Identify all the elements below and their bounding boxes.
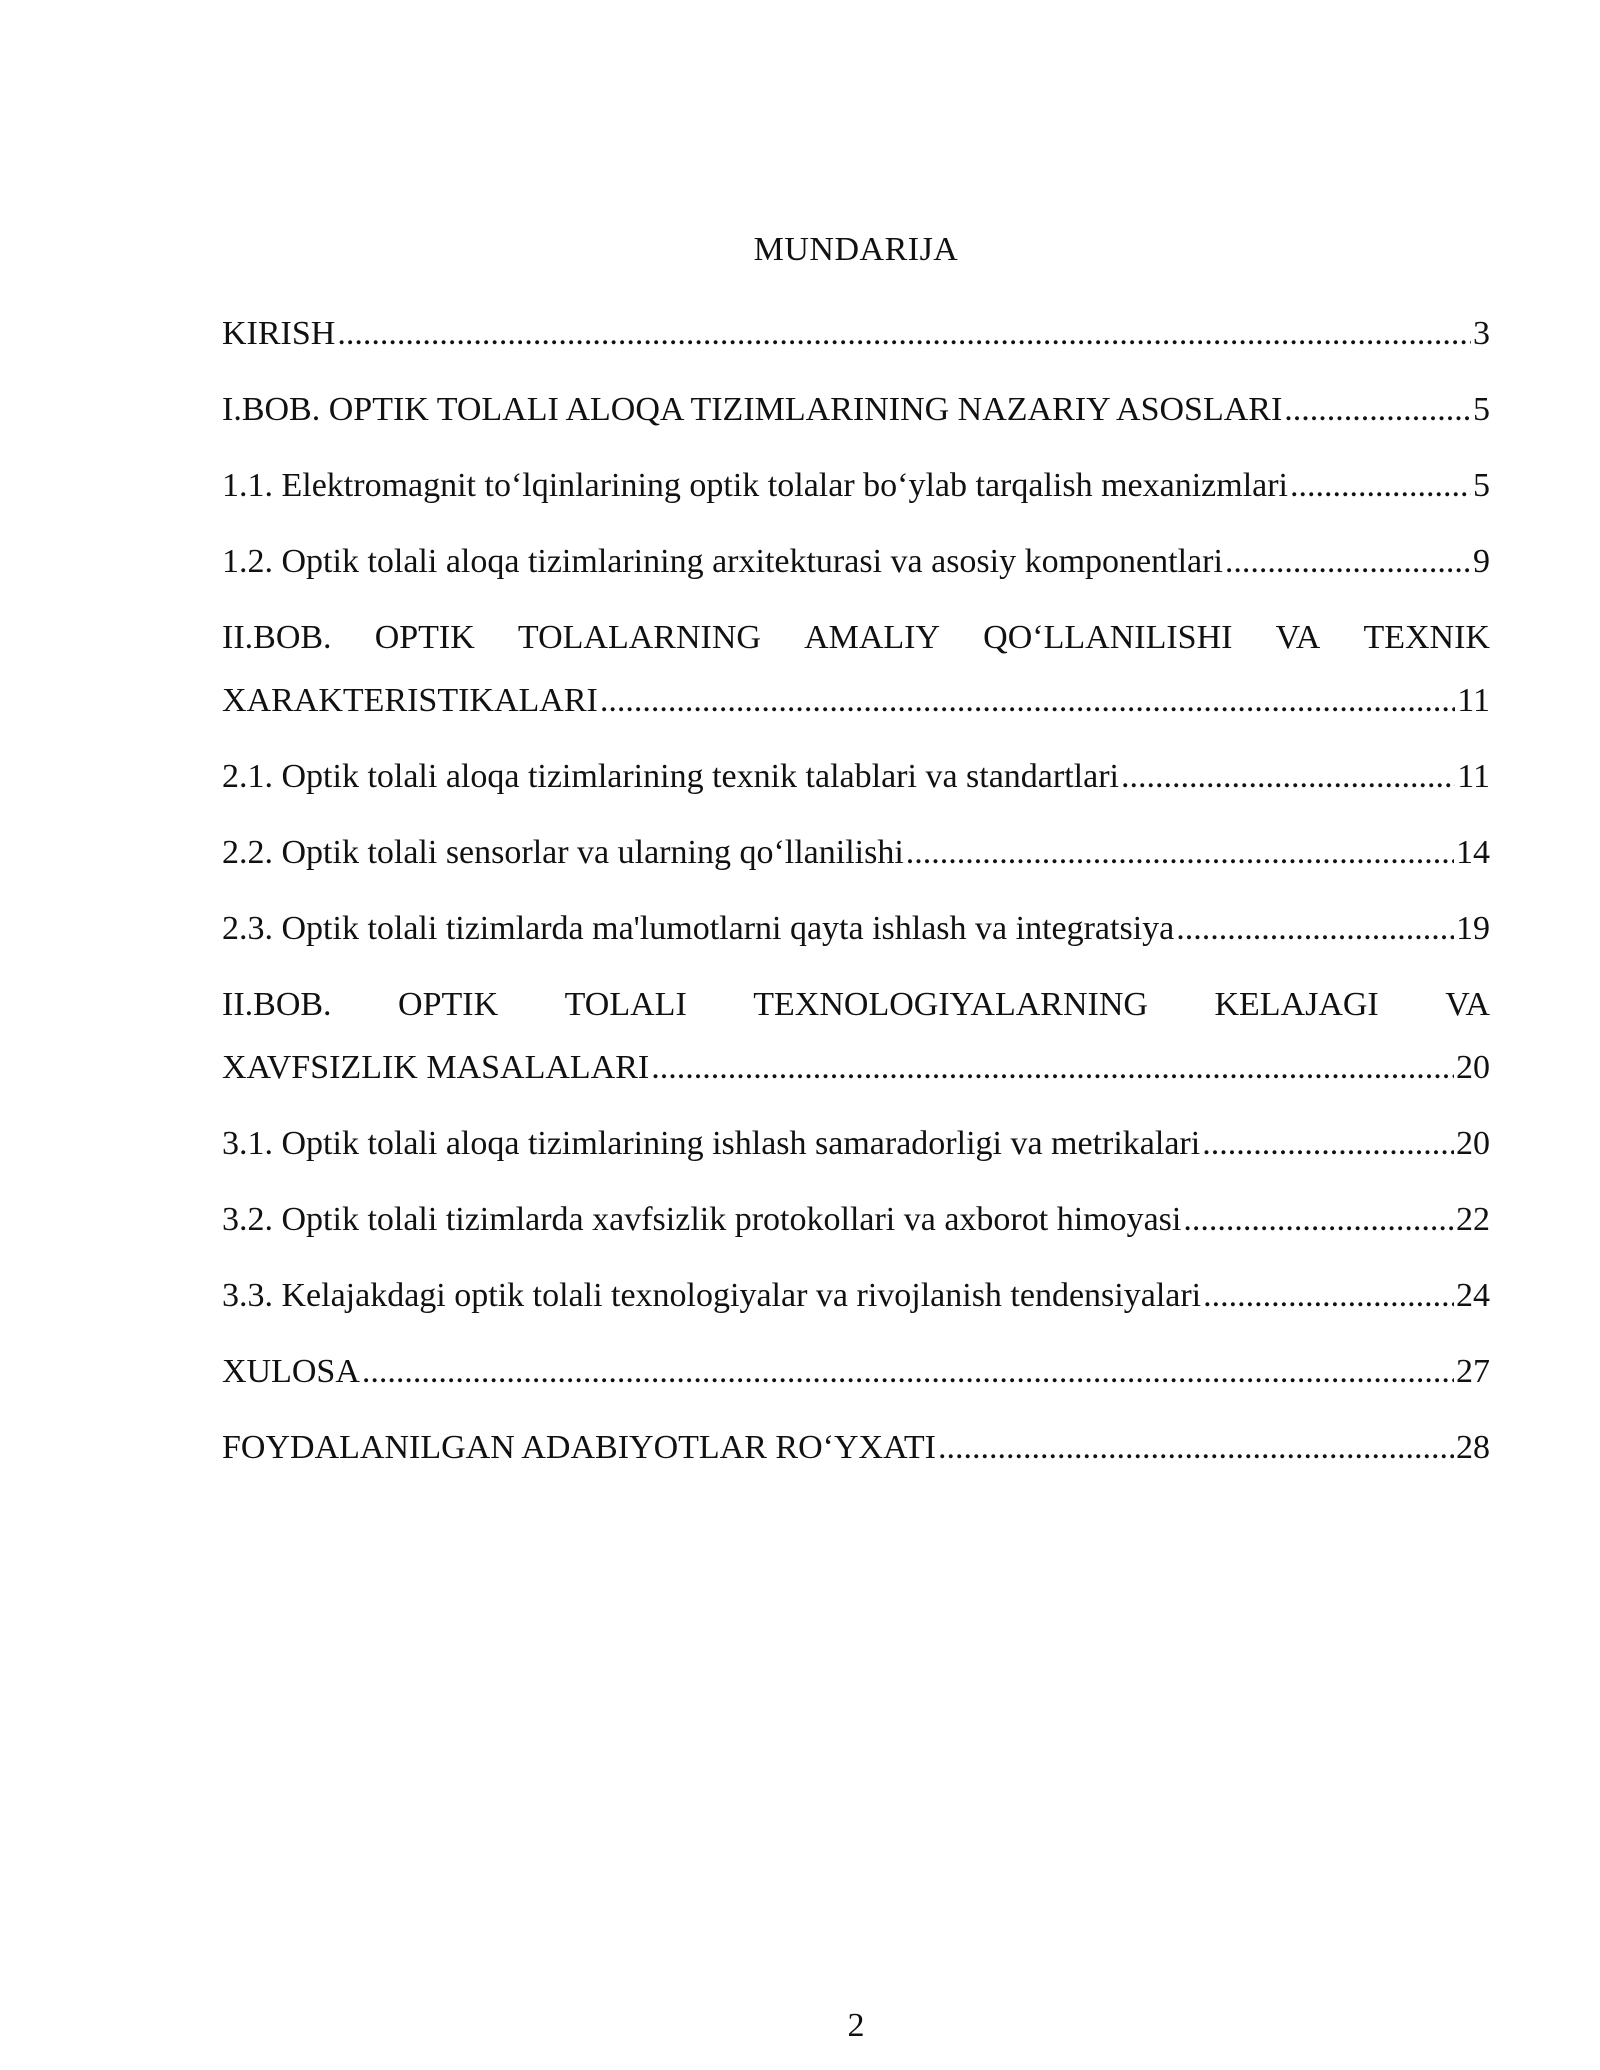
toc-entry-text: I.BOB. OPTIK TOLALI ALOQA TIZIMLARINING NAZARIY ASOSLARI [222,391,1283,428]
toc-entry-text: 2.2. Optik tolali sensorlar va ularning qo‘llanilishi [222,834,904,871]
toc-entry-text: XULOSA [222,1353,360,1390]
toc-entry-text: 2.1. Optik tolali aloqa tizimlarining texnik talablari va standartlari [222,758,1119,795]
heading-word: VA [1445,986,1490,1023]
toc-entry-text: 3.2. Optik tolali tizimlarda xavfsizlik protokollari va axborot himoyasi [222,1201,1182,1238]
page-number-footer: 2 [847,2007,865,2044]
toc-entry-text: 3.3. Kelajakdagi optik tolali texnologiyalar va rivojlanish tendensiyalari [222,1277,1202,1314]
toc-entry-section-2-3[interactable] [222,907,1490,951]
toc-entry-xulosa[interactable] [222,1350,1490,1394]
toc-page-number: 11 [1457,758,1490,795]
toc-entry-section-3-2[interactable] [222,1198,1490,1242]
dot-leader [1121,755,1455,799]
toc-entry-section-2-2[interactable] [222,831,1490,875]
dot-leader [1202,1122,1454,1166]
toc-entry-text: 2.3. Optik tolali tizimlarda ma'lumotlarni qayta ishlash va integratsiya [222,910,1175,947]
dot-leader [1203,1274,1454,1318]
dot-leader [1225,540,1471,584]
heading-word: KELAJAGI [1214,986,1379,1023]
toc-page-number: 27 [1456,1353,1490,1390]
toc-page-number: 5 [1473,467,1490,504]
toc-page-number: 5 [1473,391,1490,428]
heading-word: TEXNIK [1363,619,1490,656]
dot-leader [337,312,1471,356]
dot-leader [362,1350,1454,1394]
toc-entry-section-1-2[interactable] [222,540,1490,584]
toc-entry-chapter-2[interactable] [222,616,1490,723]
toc-entry-text: XAVFSIZLIK MASALALARI [222,1049,650,1086]
toc-entry-text: XARAKTERISTIKALARI [222,682,598,719]
toc-entry-section-2-1[interactable] [222,755,1490,799]
dot-leader [1183,1198,1454,1242]
toc-entry-text: 3.1. Optik tolali aloqa tizimlarining ishlash samaradorligi va metrikalari [222,1125,1201,1162]
toc-entry-section-3-1[interactable] [222,1122,1490,1166]
toc-entry-chapter-3[interactable] [222,983,1490,1090]
toc-page-number: 3 [1473,315,1490,352]
toc-entry-text: 1.1. Elektromagnit to‘lqinlarining optik tolalar bo‘ylab tarqalish mexanizmlari [222,467,1289,504]
dot-leader [1290,464,1471,508]
dot-leader [651,1046,1454,1090]
toc-entry-chapter-1[interactable] [222,388,1490,432]
toc-page-number: 24 [1456,1277,1490,1314]
dot-leader [938,1426,1454,1470]
toc-page-number: 19 [1456,910,1490,947]
toc-page-number: 22 [1456,1201,1490,1238]
heading-word: TOLALI [564,986,687,1023]
heading-word: VA [1275,619,1321,656]
toc-page-number: 11 [1457,682,1490,719]
toc-entry-section-3-3[interactable] [222,1274,1490,1318]
toc-entry-heading-line [222,616,1490,660]
toc-page-number: 14 [1456,834,1490,871]
dot-leader [1176,907,1454,951]
toc-page-number: 20 [1456,1049,1490,1086]
heading-word: TOLALARNING [517,619,761,656]
heading-word: QO‘LLANILISHI [983,619,1233,656]
heading-word: OPTIK [398,986,499,1023]
page-title: MUNDARIJA [753,231,959,268]
toc-entry-references[interactable] [222,1426,1490,1470]
heading-word: AMALIY [804,619,941,656]
toc-entry-text: 1.2. Optik tolali aloqa tizimlarining arxitekturasi va asosiy komponentlari [222,543,1223,580]
heading-word: OPTIK [374,619,475,656]
toc-entry-section-1-1[interactable] [222,464,1490,508]
toc-page-number: 9 [1473,543,1490,580]
toc-page-number: 20 [1456,1125,1490,1162]
dot-leader [906,831,1454,875]
heading-word: II.BOB. [222,619,332,656]
dot-leader [600,679,1455,723]
heading-word: II.BOB. [222,986,332,1023]
toc-page-number: 28 [1456,1429,1490,1466]
toc-entry-kirish[interactable] [222,312,1490,356]
dot-leader [1284,388,1471,432]
toc-entry-heading-line [222,983,1490,1027]
toc-entry-text: KIRISH [222,315,336,352]
heading-word: TEXNOLOGIYALARNING [753,986,1148,1023]
table-of-contents [222,312,1490,1502]
toc-entry-text: FOYDALANILGAN ADABIYOTLAR RO‘YXATI [222,1429,936,1466]
